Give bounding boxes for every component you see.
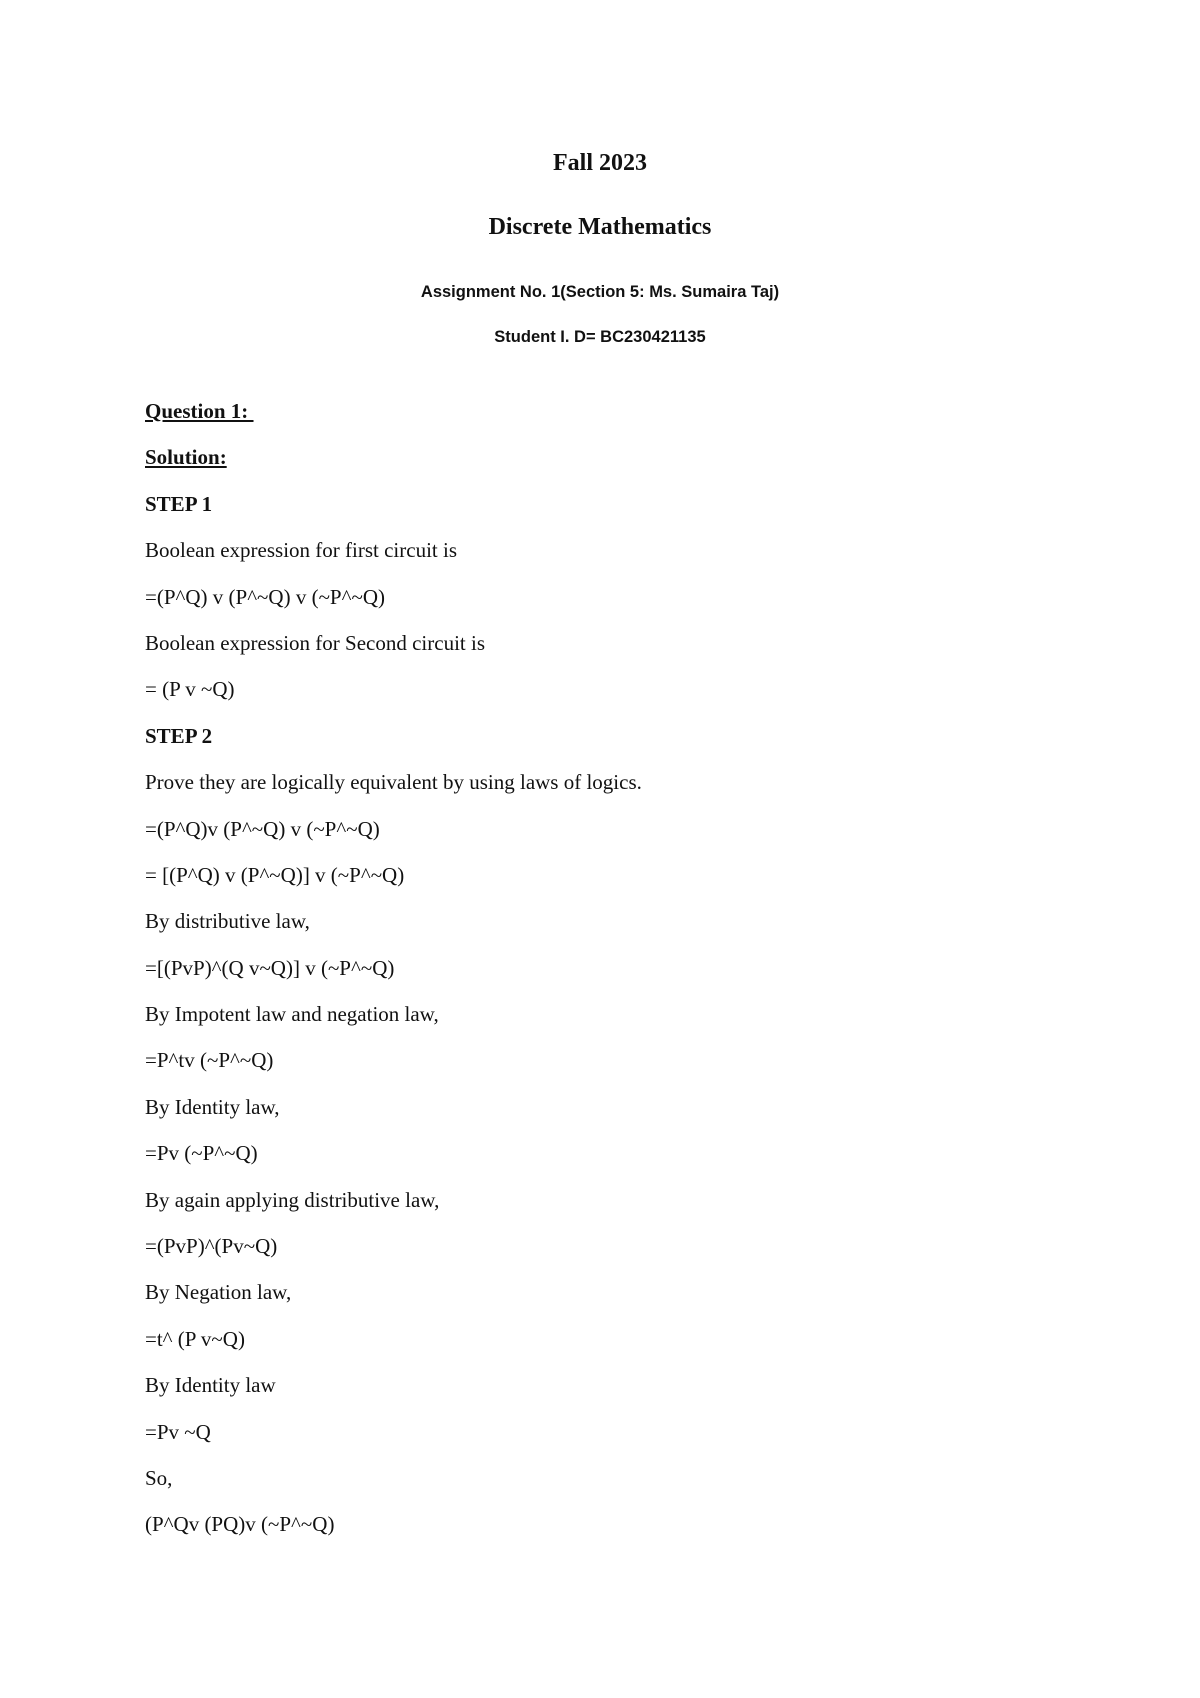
expression-line: =Pv ~Q: [145, 1419, 211, 1444]
solution-body: [145, 396, 1105, 1556]
expression-line: =(P^Q) v (P^~Q) v (~P^~Q): [145, 584, 385, 609]
expression-line: =Pv (~P^~Q): [145, 1141, 258, 1166]
expression-line: (P^Qv (PQ)v (~P^~Q): [145, 1512, 335, 1537]
law-line: By Identity law,: [145, 1094, 280, 1119]
step-2-heading: STEP 2: [145, 723, 213, 748]
text-line: Prove they are logically equivalent by using laws of logics.: [145, 770, 642, 795]
solution-heading: Solution:: [145, 445, 227, 470]
step-1-heading: STEP 1: [145, 491, 213, 516]
expression-line: =[(PvP)^(Q v~Q)] v (~P^~Q): [145, 955, 395, 980]
expression-line: =t^ (P v~Q): [145, 1326, 245, 1351]
text-line: Boolean expression for first circuit is: [145, 538, 458, 563]
question-heading: Question 1:: [145, 399, 254, 423]
expression-line: = [(P^Q) v (P^~Q)] v (~P^~Q): [145, 862, 405, 887]
text-line: Boolean expression for Second circuit is: [145, 630, 485, 655]
expression-line: =P^tv (~P^~Q): [145, 1048, 274, 1073]
expression-line: =(PvP)^(Pv~Q): [145, 1234, 278, 1259]
law-line: By Identity law: [145, 1373, 276, 1398]
law-line: By Impotent law and negation law,: [145, 1002, 439, 1027]
text-line: So,: [145, 1465, 173, 1490]
document-course-title: Discrete Mathematics: [488, 214, 712, 240]
law-line: By distributive law,: [145, 909, 310, 934]
document-term: Fall 2023: [553, 150, 647, 176]
expression-line: =(P^Q)v (P^~Q) v (~P^~Q): [145, 816, 380, 841]
assignment-info: Assignment No. 1(Section 5: Ms. Sumaira Taj): [420, 283, 780, 301]
expression-line: = (P v ~Q): [145, 677, 235, 702]
law-line: By again applying distributive law,: [145, 1187, 440, 1212]
law-line: By Negation law,: [145, 1280, 292, 1305]
student-id: Student I. D= BC230421135: [494, 328, 706, 346]
